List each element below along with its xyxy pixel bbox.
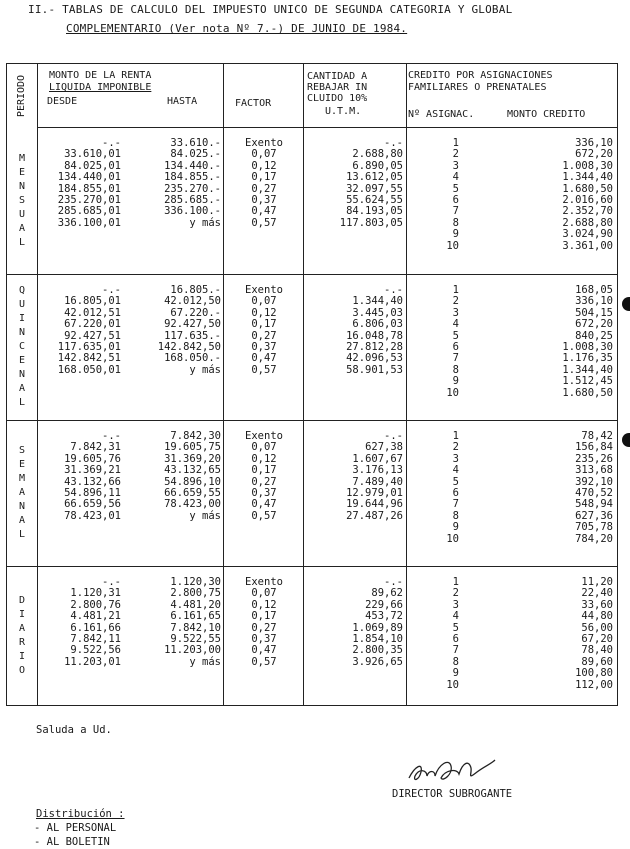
header-cantidad-4: U.T.M. xyxy=(325,106,362,117)
cantidad-column xyxy=(305,285,403,376)
header-cantidad-3: CLUIDO 10% xyxy=(307,93,368,104)
desde-cell: 2.800,76 xyxy=(70,598,121,611)
monto-credito-cell: 1.680,50 xyxy=(562,386,613,399)
factor-cell: 0,37 xyxy=(251,487,277,500)
desde-cell: 336.100,01 xyxy=(57,216,121,229)
monto-credito-cell: 705,78 xyxy=(575,521,613,534)
monto-credito-cell: 840,25 xyxy=(575,329,613,342)
hasta-cell: 66.659,55 xyxy=(164,487,221,500)
asignac-cell: 5 xyxy=(452,475,459,488)
monto-credito-cell: 44,80 xyxy=(581,610,613,623)
desde-cell: 7.842,31 xyxy=(70,441,121,454)
hasta-cell: 117.635.- xyxy=(164,329,221,342)
document-title-line1: II.- TABLAS DE CALCULO DEL IMPUESTO UNICO DE SEGUNDA CATEGORIA Y GLOBAL xyxy=(28,3,513,16)
punch-hole xyxy=(622,297,630,311)
tax-table xyxy=(6,63,618,706)
asignac-cell: 2 xyxy=(452,587,459,600)
hasta-column xyxy=(125,285,221,376)
cantidad-cell: 7.489,40 xyxy=(352,475,403,488)
cantidad-column xyxy=(305,138,403,229)
factor-cell: 0,27 xyxy=(251,329,277,342)
header-nro-asignac: Nº ASIGNAC. xyxy=(408,109,475,120)
monto-credito-cell: 11,20 xyxy=(581,576,613,588)
cantidad-cell: 16.048,78 xyxy=(346,329,403,342)
asignac-column xyxy=(407,431,459,545)
asignac-cell: 9 xyxy=(452,667,459,680)
cantidad-cell: -.- xyxy=(384,430,403,442)
asignac-cell: 10 xyxy=(446,239,459,252)
period-label: S E M A N A L xyxy=(18,445,26,540)
desde-column xyxy=(39,285,121,376)
asignac-cell: 6 xyxy=(452,487,459,500)
header-credito-2: FAMILIARES O PRENATALES xyxy=(408,82,547,93)
header-hasta: HASTA xyxy=(167,96,198,107)
hasta-cell: 1.120,30 xyxy=(170,576,221,588)
factor-cell: 0,37 xyxy=(251,633,277,646)
factor-cell: 0,37 xyxy=(251,194,277,207)
factor-column xyxy=(225,285,303,376)
monto-credito-cell: 89,60 xyxy=(581,655,613,668)
desde-column xyxy=(39,577,121,668)
desde-cell: 11.203,01 xyxy=(64,655,121,668)
cantidad-cell: 1.069,89 xyxy=(352,621,403,634)
hasta-cell: 92.427,50 xyxy=(164,318,221,331)
hasta-cell: 43.132,65 xyxy=(164,464,221,477)
factor-column xyxy=(225,577,303,668)
cantidad-cell: 12.979,01 xyxy=(346,487,403,500)
desde-cell: 66.659,56 xyxy=(64,498,121,511)
factor-cell: 0,57 xyxy=(251,655,277,668)
desde-cell: 54.896,11 xyxy=(64,487,121,500)
asignac-cell: 2 xyxy=(452,441,459,454)
cantidad-cell: 1.607,67 xyxy=(352,452,403,465)
monto_credito-column xyxy=(463,138,613,252)
cantidad-cell: 32.097,55 xyxy=(346,182,403,195)
asignac-cell: 2 xyxy=(452,148,459,161)
monto-credito-cell: 470,52 xyxy=(575,487,613,500)
cantidad-cell: 117.803,05 xyxy=(339,216,403,229)
period-label: M E N S U A L xyxy=(18,152,26,248)
asignac-cell: 3 xyxy=(452,306,459,319)
desde-cell: 9.522,56 xyxy=(70,644,121,657)
hasta-cell: y más xyxy=(189,655,221,668)
factor-cell: 0,12 xyxy=(251,306,277,319)
monto-credito-cell: 672,20 xyxy=(575,318,613,331)
header-desde: DESDE xyxy=(47,96,78,107)
desde-cell: 168.050,01 xyxy=(57,363,121,376)
factor-cell: Exento xyxy=(245,284,283,296)
monto-credito-cell: 235,26 xyxy=(575,452,613,465)
factor-cell: 0,27 xyxy=(251,182,277,195)
period-label: D I A R I O xyxy=(18,595,26,676)
hasta-cell: y más xyxy=(189,216,221,229)
asignac-cell: 7 xyxy=(452,352,459,365)
hasta-cell: 11.203,00 xyxy=(164,644,221,657)
asignac-cell: 1 xyxy=(452,430,459,442)
factor-cell: 0,12 xyxy=(251,452,277,465)
asignac-cell: 9 xyxy=(452,375,459,388)
desde-column xyxy=(39,138,121,229)
monto-credito-cell: 627,36 xyxy=(575,509,613,522)
monto-credito-cell: 1.008,30 xyxy=(562,341,613,354)
cantidad-cell: 2.800,35 xyxy=(352,644,403,657)
monto_credito-column xyxy=(463,285,613,399)
desde-cell: 16.805,01 xyxy=(64,295,121,308)
cantidad-cell: 627,38 xyxy=(365,441,403,454)
asignac-cell: 9 xyxy=(452,521,459,534)
hasta-cell: y más xyxy=(189,509,221,522)
cantidad-cell: -.- xyxy=(384,576,403,588)
desde-cell: 6.161,66 xyxy=(70,621,121,634)
asignac-cell: 8 xyxy=(452,216,459,229)
hasta-cell: 235.270.- xyxy=(164,182,221,195)
hasta-cell: 42.012,50 xyxy=(164,295,221,308)
asignac-cell: 8 xyxy=(452,655,459,668)
asignac-cell: 10 xyxy=(446,386,459,399)
desde-cell: -.- xyxy=(102,576,121,588)
monto-credito-cell: 336,10 xyxy=(575,295,613,308)
factor-cell: 0,17 xyxy=(251,464,277,477)
desde-cell: 43.132,66 xyxy=(64,475,121,488)
distribution-heading: Distribución : xyxy=(36,808,125,820)
monto-credito-cell: 1.008,30 xyxy=(562,159,613,172)
asignac-cell: 6 xyxy=(452,341,459,354)
desde-cell: 7.842,11 xyxy=(70,633,121,646)
asignac-cell: 9 xyxy=(452,228,459,241)
monto-credito-cell: 67,20 xyxy=(581,633,613,646)
desde-cell: 78.423,01 xyxy=(64,509,121,522)
asignac-cell: 1 xyxy=(452,284,459,296)
monto-credito-cell: 2.352,70 xyxy=(562,205,613,218)
hasta-cell: 142.842,50 xyxy=(157,341,221,354)
hasta-cell: 78.423,00 xyxy=(164,498,221,511)
monto-credito-cell: 1.512,45 xyxy=(562,375,613,388)
header-monto-renta: MONTO DE LA RENTA xyxy=(49,70,152,81)
cantidad-cell: 1.854,10 xyxy=(352,633,403,646)
monto-credito-cell: 313,68 xyxy=(575,464,613,477)
signatory-title: DIRECTOR SUBROGANTE xyxy=(392,788,513,800)
hasta-cell: y más xyxy=(189,363,221,376)
hasta-cell: 7.842,30 xyxy=(170,430,221,442)
monto-credito-cell: 504,15 xyxy=(575,306,613,319)
monto-credito-cell: 56,00 xyxy=(581,621,613,634)
cantidad-cell: 55.624,55 xyxy=(346,194,403,207)
cantidad-cell: 2.688,80 xyxy=(352,148,403,161)
header-credito-1: CREDITO POR ASIGNACIONES xyxy=(408,70,553,81)
asignac-cell: 3 xyxy=(452,452,459,465)
factor-cell: 0,07 xyxy=(251,148,277,161)
asignac-cell: 5 xyxy=(452,182,459,195)
monto-credito-cell: 1.344,40 xyxy=(562,171,613,184)
cantidad-cell: -.- xyxy=(384,284,403,296)
header-factor: FACTOR xyxy=(235,98,272,109)
monto_credito-column xyxy=(463,577,613,691)
hasta-column xyxy=(125,138,221,229)
factor-cell: 0,27 xyxy=(251,475,277,488)
cantidad-cell: 6.806,03 xyxy=(352,318,403,331)
hasta-cell: 2.800,75 xyxy=(170,587,221,600)
monto-credito-cell: 100,80 xyxy=(575,667,613,680)
hasta-cell: 9.522,55 xyxy=(170,633,221,646)
cantidad-cell: 3.926,65 xyxy=(352,655,403,668)
cantidad-cell: 27.812,28 xyxy=(346,341,403,354)
desde-cell: 33.610,01 xyxy=(64,148,121,161)
document-title-line2: COMPLEMENTARIO (Ver nota Nº 7.-) DE JUNIO DE 1984. xyxy=(66,22,408,35)
desde-cell: 1.120,31 xyxy=(70,587,121,600)
cantidad-cell: 3.176,13 xyxy=(352,464,403,477)
asignac-cell: 10 xyxy=(446,678,459,691)
cantidad-cell: 58.901,53 xyxy=(346,363,403,376)
asignac-cell: 5 xyxy=(452,329,459,342)
hasta-cell: 4.481,20 xyxy=(170,598,221,611)
desde-cell: -.- xyxy=(102,137,121,149)
monto-credito-cell: 22,40 xyxy=(581,587,613,600)
hasta-cell: 84.025.- xyxy=(170,148,221,161)
factor-cell: 0,57 xyxy=(251,363,277,376)
monto-credito-cell: 548,94 xyxy=(575,498,613,511)
monto-credito-cell: 1.680,50 xyxy=(562,182,613,195)
factor-cell: 0,07 xyxy=(251,587,277,600)
monto-credito-cell: 168,05 xyxy=(575,284,613,296)
signature-icon xyxy=(405,756,505,792)
cantidad-cell: 6.890,05 xyxy=(352,159,403,172)
distribution-item: - AL PERSONAL xyxy=(34,822,117,834)
period-label: Q U I N C E N A L xyxy=(18,285,26,408)
asignac-cell: 10 xyxy=(446,532,459,545)
factor-cell: 0,17 xyxy=(251,171,277,184)
cantidad-cell: 27.487,26 xyxy=(346,509,403,522)
desde-cell: -.- xyxy=(102,430,121,442)
desde-cell: 4.481,21 xyxy=(70,610,121,623)
factor-cell: 0,12 xyxy=(251,598,277,611)
desde-cell: 84.025,01 xyxy=(64,159,121,172)
monto-credito-cell: 78,40 xyxy=(581,644,613,657)
hasta-cell: 184.855.- xyxy=(164,171,221,184)
cantidad-column xyxy=(305,431,403,522)
asignac-cell: 7 xyxy=(452,498,459,511)
factor-column xyxy=(225,431,303,522)
hasta-column xyxy=(125,577,221,668)
punch-hole xyxy=(622,433,630,447)
asignac-column xyxy=(407,285,459,399)
factor-cell: 0,47 xyxy=(251,644,277,657)
hasta-cell: 285.685.- xyxy=(164,194,221,207)
monto-credito-cell: 784,20 xyxy=(575,532,613,545)
asignac-cell: 4 xyxy=(452,318,459,331)
monto-credito-cell: 1.176,35 xyxy=(562,352,613,365)
factor-cell: 0,47 xyxy=(251,498,277,511)
cantidad-cell: 1.344,40 xyxy=(352,295,403,308)
asignac-cell: 4 xyxy=(452,464,459,477)
asignac-cell: 8 xyxy=(452,363,459,376)
header-liquida-imponible: LIQUIDA IMPONIBLE xyxy=(49,82,152,93)
hasta-cell: 134.440.- xyxy=(164,159,221,172)
hasta-cell: 33.610.- xyxy=(170,137,221,149)
factor-cell: Exento xyxy=(245,137,283,149)
factor-cell: 0,07 xyxy=(251,295,277,308)
monto-credito-cell: 112,00 xyxy=(575,678,613,691)
factor-cell: 0,47 xyxy=(251,352,277,365)
hasta-cell: 54.896,10 xyxy=(164,475,221,488)
cantidad-cell: 19.644,96 xyxy=(346,498,403,511)
factor-cell: 0,27 xyxy=(251,621,277,634)
desde-cell: 19.605,76 xyxy=(64,452,121,465)
factor-cell: 0,57 xyxy=(251,216,277,229)
asignac-cell: 4 xyxy=(452,171,459,184)
factor-cell: 0,12 xyxy=(251,159,277,172)
hasta-cell: 7.842,10 xyxy=(170,621,221,634)
asignac-cell: 3 xyxy=(452,159,459,172)
factor-column xyxy=(225,138,303,229)
cantidad-cell: 229,66 xyxy=(365,598,403,611)
hasta-cell: 336.100.- xyxy=(164,205,221,218)
desde-cell: -.- xyxy=(102,284,121,296)
desde-cell: 31.369,21 xyxy=(64,464,121,477)
monto-credito-cell: 3.361,00 xyxy=(562,239,613,252)
cantidad-column xyxy=(305,577,403,668)
hasta-cell: 168.050.- xyxy=(164,352,221,365)
desde-column xyxy=(39,431,121,522)
asignac-column xyxy=(407,138,459,252)
monto-credito-cell: 336,10 xyxy=(575,137,613,149)
desde-cell: 285.685,01 xyxy=(57,205,121,218)
asignac-cell: 7 xyxy=(452,644,459,657)
factor-cell: 0,17 xyxy=(251,610,277,623)
monto-credito-cell: 2.688,80 xyxy=(562,216,613,229)
asignac-cell: 1 xyxy=(452,137,459,149)
asignac-cell: 6 xyxy=(452,633,459,646)
hasta-column xyxy=(125,431,221,522)
hasta-cell: 31.369,20 xyxy=(164,452,221,465)
factor-cell: 0,37 xyxy=(251,341,277,354)
monto-credito-cell: 3.024,90 xyxy=(562,228,613,241)
monto-credito-cell: 672,20 xyxy=(575,148,613,161)
cantidad-cell: 42.096,53 xyxy=(346,352,403,365)
asignac-cell: 8 xyxy=(452,509,459,522)
desde-cell: 92.427,51 xyxy=(64,329,121,342)
header-periodo: PERIODO xyxy=(16,74,27,117)
cantidad-cell: 13.612,05 xyxy=(346,171,403,184)
desde-cell: 134.440,01 xyxy=(57,171,121,184)
closing-saluda: Saluda a Ud. xyxy=(36,724,112,736)
factor-cell: Exento xyxy=(245,576,283,588)
asignac-cell: 7 xyxy=(452,205,459,218)
hasta-cell: 67.220.- xyxy=(170,306,221,319)
desde-cell: 117.635,01 xyxy=(57,341,121,354)
asignac-cell: 4 xyxy=(452,610,459,623)
asignac-cell: 5 xyxy=(452,621,459,634)
cantidad-cell: 84.193,05 xyxy=(346,205,403,218)
header-cantidad-2: REBAJAR IN xyxy=(307,82,368,93)
header-cantidad-1: CANTIDAD A xyxy=(307,71,368,82)
factor-cell: 0,07 xyxy=(251,441,277,454)
monto_credito-column xyxy=(463,431,613,545)
monto-credito-cell: 392,10 xyxy=(575,475,613,488)
factor-cell: 0,57 xyxy=(251,509,277,522)
monto-credito-cell: 1.344,40 xyxy=(562,363,613,376)
desde-cell: 235.270,01 xyxy=(57,194,121,207)
desde-cell: 184.855,01 xyxy=(57,182,121,195)
asignac-cell: 6 xyxy=(452,194,459,207)
desde-cell: 67.220,01 xyxy=(64,318,121,331)
monto-credito-cell: 2.016,60 xyxy=(562,194,613,207)
desde-cell: 42.012,51 xyxy=(64,306,121,319)
monto-credito-cell: 33,60 xyxy=(581,598,613,611)
cantidad-cell: 3.445,03 xyxy=(352,306,403,319)
asignac-cell: 3 xyxy=(452,598,459,611)
asignac-cell: 1 xyxy=(452,576,459,588)
factor-cell: Exento xyxy=(245,430,283,442)
monto-credito-cell: 156,84 xyxy=(575,441,613,454)
cantidad-cell: 89,62 xyxy=(371,587,403,600)
hasta-cell: 19.605,75 xyxy=(164,441,221,454)
hasta-cell: 6.161,65 xyxy=(170,610,221,623)
cantidad-cell: 453,72 xyxy=(365,610,403,623)
monto-credito-cell: 78,42 xyxy=(581,430,613,442)
hasta-cell: 16.805.- xyxy=(170,284,221,296)
factor-cell: 0,17 xyxy=(251,318,277,331)
desde-cell: 142.842,51 xyxy=(57,352,121,365)
asignac-column xyxy=(407,577,459,691)
factor-cell: 0,47 xyxy=(251,205,277,218)
cantidad-cell: -.- xyxy=(384,137,403,149)
asignac-cell: 2 xyxy=(452,295,459,308)
distribution-item: - AL BOLETIN xyxy=(34,836,110,848)
header-monto-credito: MONTO CREDITO xyxy=(507,109,586,120)
